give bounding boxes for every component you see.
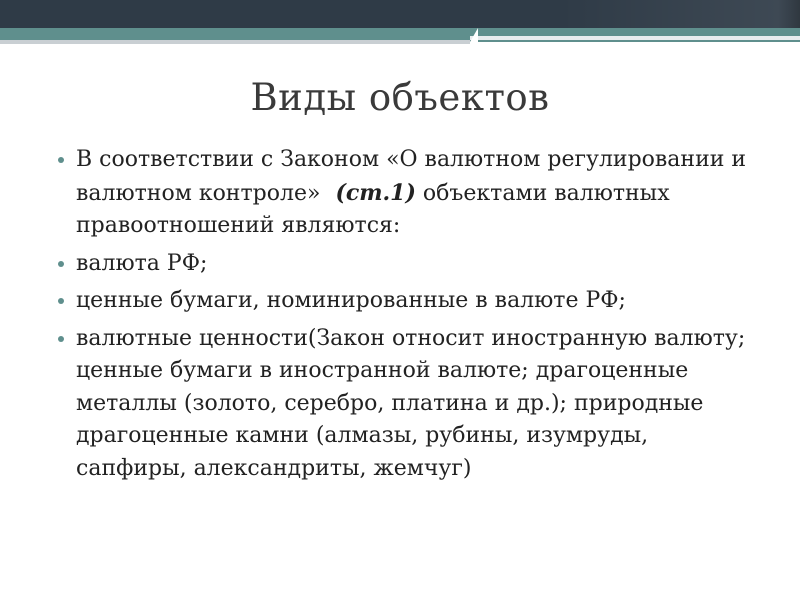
bullet-text: В соответствии с Законом «О валютном регулировании и валютном контроле»	[76, 147, 747, 206]
white-stripe	[470, 36, 800, 40]
silver-stripe	[0, 40, 470, 44]
bullet-item-securities	[58, 285, 763, 318]
bullet-dot-icon	[58, 157, 64, 163]
corner-shadow	[778, 0, 800, 28]
bullet-dot-icon	[58, 261, 64, 267]
under-stripe	[478, 44, 800, 54]
bullet-dot-icon	[58, 298, 64, 304]
bullet-text-continuation: объектами валютных правоотношений являются:	[76, 180, 670, 238]
bullet-item-law	[58, 144, 763, 243]
bullet-item-valuables	[58, 323, 763, 486]
bullet-item-currency	[58, 248, 763, 281]
header-band-sheen	[0, 0, 800, 28]
bullet-list	[58, 144, 763, 485]
bullet-text: валюта РФ;	[76, 250, 208, 276]
stripe-fold	[470, 28, 478, 42]
slide-title: Виды объектов	[250, 76, 550, 119]
article-reference: (ст.1)	[335, 179, 416, 206]
bullet-dot-icon	[58, 336, 64, 342]
bullet-text: валютные ценности(Закон относит иностранную валюту; ценные бумаги в иностранной валюте; драгоценные металлы (золото, серебро, платина и др.); природные драгоценные камни (алмазы, рубины, изумруды, сапфиры, александриты, жемчуг)	[76, 325, 746, 481]
bullet-text: ценные бумаги, номинированные в валюте РФ;	[76, 288, 626, 313]
